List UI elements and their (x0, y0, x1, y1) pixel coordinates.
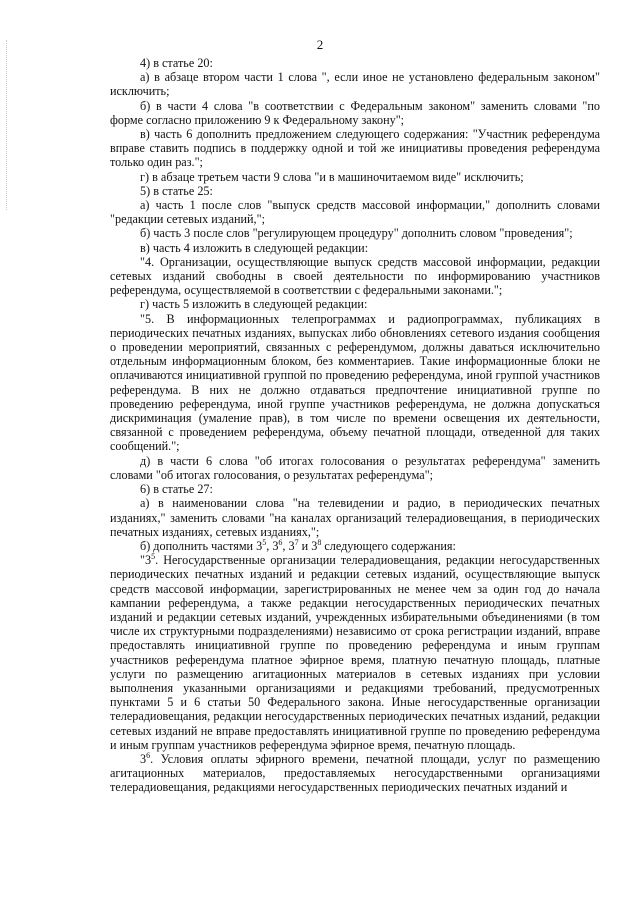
paragraph: 4) в статье 20: (140, 56, 213, 70)
paragraph: в) часть 4 изложить в следующей редакции: (140, 240, 369, 255)
margin-mark (6, 40, 9, 210)
text-run: б) дополнить частями 3 (140, 538, 263, 553)
paragraph: г) в абзаце третьем части 9 слова "и в машиночитаемом виде" исключить; (140, 169, 524, 184)
paragraph: а) в абзаце втором части 1 слова ", если иное не установлено федеральным законом" исключить; (110, 70, 600, 99)
paragraph-part-3-5 (110, 553, 600, 752)
superscript: 5 (262, 537, 267, 547)
text-run: и 3 (298, 538, 318, 553)
paragraph: 6) в статье 27: (140, 482, 213, 497)
superscript: 8 (317, 537, 322, 547)
text-run: . Условия оплаты эфирного времени, печатной площади, услуг по размещению агитационных материалов, предоставляемых негосударственными организациями телерадиовещания, редакциями негосударственных периодических печатных изданий и (110, 751, 600, 795)
paragraph-part-3-6 (110, 752, 600, 795)
text-run: 3 (140, 751, 147, 766)
text-run: "3 (140, 553, 152, 568)
text-run: , 3 (266, 538, 279, 553)
superscript: 5 (151, 552, 156, 562)
paragraph: 5) в статье 25: (140, 183, 213, 198)
paragraph: "4. Организации, осуществляющие выпуск средств массовой информации, редакции сетевых изданий свободны в своей деятельности по информированию участников референдума, осуществляемой в соответствии с федеральными законами."; (110, 254, 600, 298)
superscript: 6 (278, 537, 283, 547)
text-run: . Негосударственные организации телерадиовещания, редакции негосударственных периодических печатных изданий и редакции сетевых изданий, осуществляющие выпуск средств массовой информации, зарегистрированных не менее чем за один год до начала кампании референдума, а также редакции негосударственных периодических печатных изданий и редакции сетевых изданий, учрежденных избирательными объединениями (в том числе их структурными подразделениями) независимо от срока регистрации изданий, вправе предоставлять инициативной группе по проведению референдума и иным группам участников референдума платное эфирное время, платную печатную площадь, платные услуги по размещению агитационных материалов в сетевых изданиях при условии выполнения указанными организациями и редакциями требований, предусмотренных пунктами 5 и 6 статьи 50 Федерального закона. Иные негосударственные организации телерадиовещания, редакции негосударственных периодических печатных изданий, редакции сетевых изданий не вправе предоставлять инициативной группе по проведению референдума и иным группам участников референдума эфирное время, печатную площадь. (110, 553, 600, 752)
paragraph-parts-list (110, 539, 600, 553)
paragraph: а) часть 1 после слов "выпуск средств массовой информации," дополнить словами "редакции сетевых изданий,"; (110, 198, 600, 227)
paragraph: а) в наименовании слова "на телевидении и радио, в периодических печатных изданиях," заменить словами "на каналах организаций телерадиовещания, в периодических печатных изданиях, сетевых изданиях,"; (110, 496, 600, 539)
page-number: 2 (316, 37, 324, 52)
superscript: 7 (294, 537, 299, 547)
paragraph: б) часть 3 после слов "регулирующем процедуру" дополнить словом "проведения"; (140, 226, 573, 241)
paragraph: б) в части 4 слова "в соответствии с Федеральным законом" заменить словами "по форме согласно приложению 9 к Федеральному закону"; (110, 98, 600, 127)
paragraph: г) часть 5 изложить в следующей редакции: (140, 297, 368, 312)
text-run: следующего содержания: (321, 538, 456, 553)
paragraph: "5. В информационных телепрограммах и радиопрограммах, публикациях в периодических печатных изданиях, выпусках либо обновлениях сетевого издания сообщения о проведении мероприятий, связанных с референдумом, должны даваться исключительно отдельным информационным блоком, без комментариев. Такие информационные блоки не оплачиваются инициативной группой по проведению референдума, иной группой участников референдума. В них не должно отдаваться предпочтение инициативной группе по проведению референдума, иной группе участников референдума, не должна допускаться дискриминация (умаление прав), в том числе по времени освещения их деятельности, связанной с проведением референдума, объему печатной площади, отведенной для таких сообщений."; (110, 311, 600, 454)
document-body (110, 56, 600, 795)
text-run: , 3 (282, 538, 295, 553)
superscript: 6 (146, 750, 151, 760)
paragraph: в) часть 6 дополнить предложением следующего содержания: "Участник референдума вправе ставить подпись в поддержку одной и той же инициативы проведения референдума только один раз."; (110, 127, 600, 170)
paragraph: д) в части 6 слова "об итогах голосования о результатах референдума" заменить словами "об итогах голосования, о результатах референдума"; (110, 453, 600, 482)
